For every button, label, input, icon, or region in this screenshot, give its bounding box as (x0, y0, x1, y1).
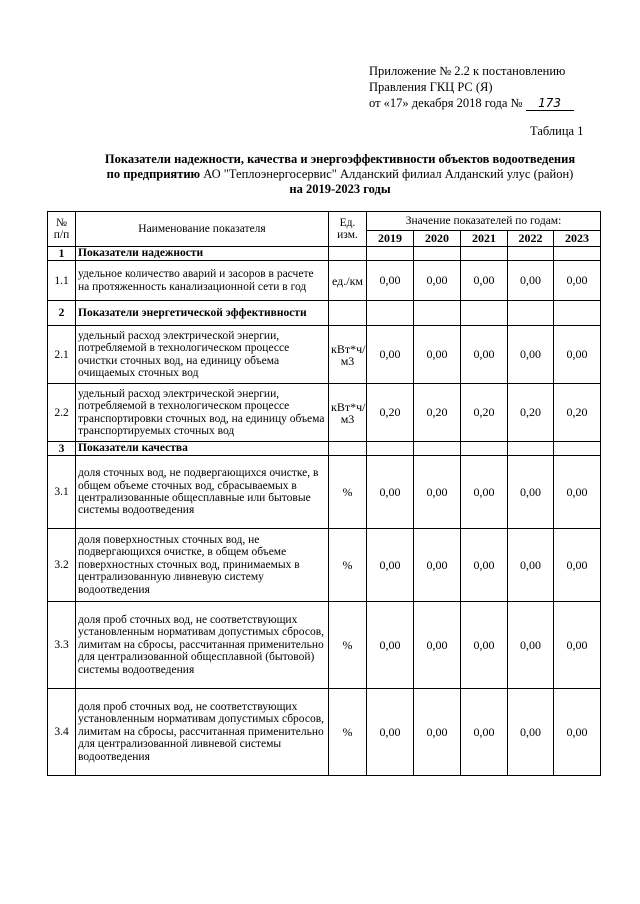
table-row (48, 602, 601, 689)
row-number: 3 (48, 442, 76, 456)
table-row (48, 689, 601, 776)
row-value: 0,00 (414, 456, 461, 529)
year-header: 2020 (414, 231, 461, 247)
header-line-date (369, 95, 574, 111)
header-line-board: Правления ГКЦ РС (Я) (369, 80, 493, 94)
row-value: 0,00 (414, 326, 461, 384)
row-number: 3.1 (48, 456, 76, 529)
row-name: доля поверхностных сточных вод, не подвергающихся очистке, в общем объеме поверхностных сточных вод, принимаемых в централизованную ливневую систему водоотведения (76, 529, 329, 602)
year-header: 2021 (461, 231, 508, 247)
row-value: 0,00 (554, 689, 601, 776)
row-name: Показатели качества (76, 442, 329, 456)
row-number: 3.2 (48, 529, 76, 602)
section-row (48, 442, 601, 456)
section-row (48, 301, 601, 326)
row-unit: % (329, 529, 367, 602)
row-value: 0,00 (414, 602, 461, 689)
row-value (461, 442, 508, 456)
title-line-2-bold: по предприятию (106, 167, 201, 181)
header-line-appendix: Приложение № 2.2 к постановлению (369, 64, 566, 78)
row-value: 0,00 (554, 261, 601, 301)
header-date-text: от «17» декабря 2018 года № (369, 96, 523, 110)
indicators-table (47, 211, 601, 776)
row-value: 0,00 (461, 456, 508, 529)
row-value: 0,00 (367, 529, 414, 602)
row-value: 0,00 (367, 602, 414, 689)
document-number: 173 (526, 97, 574, 111)
row-value (554, 247, 601, 261)
header-values: Значение показателей по годам: (367, 212, 601, 231)
row-value: 0,20 (508, 384, 554, 442)
row-value (414, 301, 461, 326)
row-value: 0,00 (414, 529, 461, 602)
row-value (508, 247, 554, 261)
document-title (60, 152, 620, 197)
row-number: 3.4 (48, 689, 76, 776)
row-value: 0,00 (461, 326, 508, 384)
row-value: 0,00 (508, 456, 554, 529)
table-row (48, 529, 601, 602)
row-value (414, 442, 461, 456)
row-value: 0,00 (414, 261, 461, 301)
row-value (414, 247, 461, 261)
row-value (554, 301, 601, 326)
title-line-2 (60, 167, 620, 182)
row-value: 0,00 (554, 326, 601, 384)
table-row (48, 384, 601, 442)
row-unit (329, 442, 367, 456)
header-unit: Ед. изм. (329, 212, 367, 247)
row-number: 2.2 (48, 384, 76, 442)
row-value (508, 301, 554, 326)
row-value: 0,00 (554, 602, 601, 689)
row-value (461, 301, 508, 326)
table-body (48, 247, 601, 776)
row-value (554, 442, 601, 456)
row-value: 0,00 (508, 689, 554, 776)
row-value: 0,00 (461, 689, 508, 776)
section-row (48, 247, 601, 261)
row-value: 0,20 (554, 384, 601, 442)
row-number: 1 (48, 247, 76, 261)
header-name: Наименование показателя (76, 212, 329, 247)
row-name: удельное количество аварий и засоров в расчете на протяженность канализационной сети в год (76, 261, 329, 301)
title-line-3: на 2019-2023 годы (289, 182, 391, 196)
row-name: доля сточных вод, не подвергающихся очистке, в общем объеме сточных вод, сбрасываемых в централизованные общесплавные или бытовые системы водоотведения (76, 456, 329, 529)
row-unit (329, 247, 367, 261)
row-value: 0,00 (508, 326, 554, 384)
row-value: 0,00 (461, 261, 508, 301)
row-value: 0,00 (508, 602, 554, 689)
row-value (461, 247, 508, 261)
row-name: доля проб сточных вод, не соответствующих установленным нормативам допустимых сбросов, лимитам на сбросы, рассчитанная применительно для централизованной ливневой системы водоотведения (76, 689, 329, 776)
row-value: 0,00 (414, 689, 461, 776)
row-unit: кВт*ч/м3 (329, 384, 367, 442)
row-value: 0,20 (461, 384, 508, 442)
row-unit: % (329, 456, 367, 529)
row-value: 0,00 (367, 326, 414, 384)
row-value (367, 442, 414, 456)
row-value (367, 301, 414, 326)
title-line-2-plain: АО "Теплоэнергосервис" Алданский филиал Алданский улус (район) (200, 167, 574, 181)
table-label: Таблица 1 (530, 124, 584, 138)
title-line-1: Показатели надежности, качества и энергоэффективности объектов водоотведения (104, 152, 576, 166)
row-name: Показатели энергетической эффективности (76, 301, 329, 326)
year-header: 2023 (554, 231, 601, 247)
row-number: 2 (48, 301, 76, 326)
row-value (508, 442, 554, 456)
row-number: 2.1 (48, 326, 76, 384)
row-unit (329, 301, 367, 326)
row-value (367, 247, 414, 261)
year-header: 2022 (508, 231, 554, 247)
row-value: 0,00 (554, 529, 601, 602)
row-unit: ед./км (329, 261, 367, 301)
row-value: 0,00 (554, 456, 601, 529)
table-row (48, 261, 601, 301)
row-value: 0,00 (367, 261, 414, 301)
row-number: 1.1 (48, 261, 76, 301)
row-unit: кВт*ч/м3 (329, 326, 367, 384)
row-value: 0,00 (461, 529, 508, 602)
row-value: 0,20 (367, 384, 414, 442)
row-name: удельный расход электрической энергии, потребляемой в технологическом процессе очистки сточных вод, на единицу объема очищаемых сточных вод (76, 326, 329, 384)
row-name: удельный расход электрической энергии, потребляемой в технологическом процессе транспортировки сточных вод, на единицу объема транспортируемых сточных вод (76, 384, 329, 442)
row-value: 0,00 (461, 602, 508, 689)
row-name: доля проб сточных вод, не соответствующих установленным нормативам допустимых сбросов, лимитам на сбросы, рассчитанная применительно для централизованной общесплавной (бытовой) системы водоотведения (76, 602, 329, 689)
document-header (369, 63, 574, 111)
row-name: Показатели надежности (76, 247, 329, 261)
row-value: 0,00 (508, 529, 554, 602)
header-num: № п/п (48, 212, 76, 247)
row-number: 3.3 (48, 602, 76, 689)
table-row (48, 326, 601, 384)
row-value: 0,20 (414, 384, 461, 442)
row-unit: % (329, 689, 367, 776)
row-unit: % (329, 602, 367, 689)
table-row (48, 456, 601, 529)
row-value: 0,00 (367, 456, 414, 529)
year-header: 2019 (367, 231, 414, 247)
row-value: 0,00 (367, 689, 414, 776)
row-value: 0,00 (508, 261, 554, 301)
